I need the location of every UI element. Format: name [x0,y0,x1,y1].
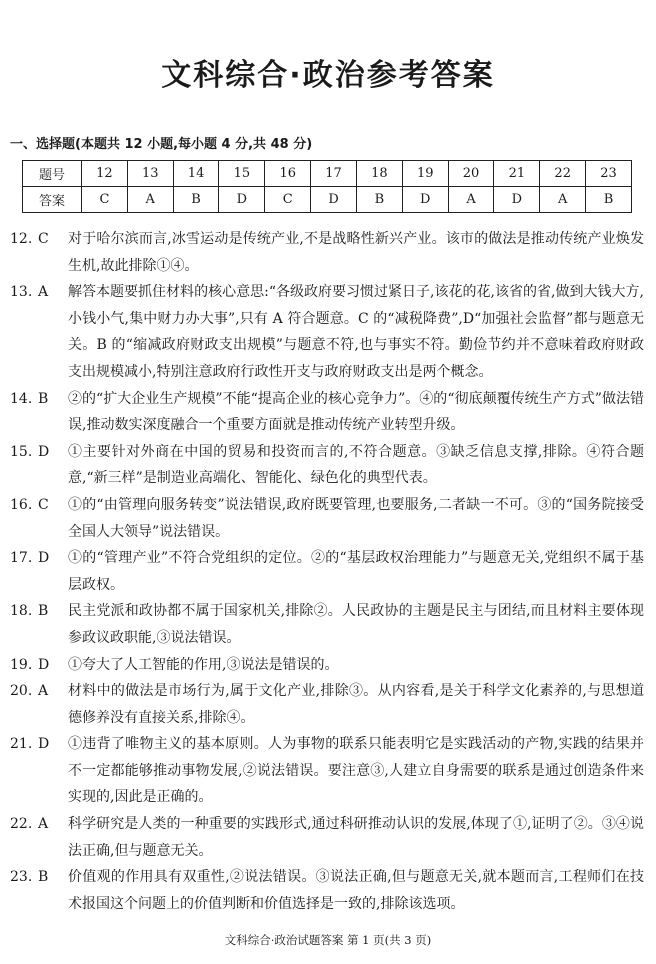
explanation-text: 解答本题要抓住材料的核心意思:“各级政府要习惯过紧日子,该花的花,该省的省,做到大钱大方,小钱小气,集中财力办大事”,只有 A 符合题意。C 的“减税降费”,D“加强社会监督”都与题意无关。B 的“缩减政府财政支出规模”与题意不符,也与事实不符。勤俭节约并不意味着政府财政支出规模减小,特别注意政府行政性开支与政府财政支出是两个概念。 [68,284,644,380]
explanation-item [10,386,644,439]
question-number-cell: 17 [311,161,357,187]
explanation-item [10,279,644,385]
explanation-label [10,864,68,917]
question-number-cell: 16 [265,161,311,187]
question-number-row [23,161,632,187]
page-title: 文科综合·政治参考答案 [161,58,495,93]
question-number-cell: 15 [219,161,265,187]
explanation-text: ①主要针对外商在中国的贸易和投资而言的,不符合题意。③缺乏信息支撑,排除。④符合题意,“新三样”是制造业高端化、智能化、绿色化的典型代表。 [68,443,644,487]
explanation-label [10,811,68,864]
answer-letter: D [38,656,50,673]
explanation-item [10,652,644,679]
question-number: 13. [10,284,33,301]
answer-letter: D [38,443,50,460]
explanation-label [10,598,68,651]
explanation-item [10,731,644,811]
question-number-cell: 18 [356,161,402,187]
answer-letter: B [38,390,49,407]
question-number: 17. [10,550,33,567]
answer-cell: A [448,187,494,213]
question-number: 12. [10,231,33,247]
explanation-label [10,226,68,279]
question-number-cell: 22 [540,161,586,187]
row-header-number: 题号 [23,161,82,187]
explanation-item [10,439,644,492]
question-number: 23. [10,869,33,886]
explanation-item [10,226,644,279]
explanation-label [10,492,68,545]
answer-letter: D [38,736,50,753]
question-number-cell: 14 [173,161,219,187]
question-number-cell: 21 [494,161,540,187]
explanation-text: 科学研究是人类的一种重要的实践形式,通过科研推动认识的发展,体现了①,证明了②。③④说法正确,但与题意无关。 [68,816,644,859]
answer-letter: A [38,683,49,700]
answer-row [23,187,632,213]
question-number-cell: 19 [402,161,448,187]
answer-cell: A [127,187,173,213]
question-number-cell: 23 [586,161,632,187]
explanation-text: ①违背了唯物主义的基本原则。人为事物的联系只能表明它是实践活动的产物,实践的结果并不一定都能够推动事物发展,②说法错误。要注意③,人建立自身需要的联系是通过创造条件来实现的,因此是正确的。 [68,736,644,806]
explanation-label [10,279,68,385]
explanation-item [10,811,644,864]
explanation-text: 对于哈尔滨而言,冰雪运动是传统产业,不是战略性新兴产业。该市的做法是推动传统产业焕发生机,故此排除①④。 [68,231,644,274]
explanation-item [10,678,644,731]
explanation-text: ①夸大了人工智能的作用,③说法是错误的。 [68,656,339,673]
question-number: 18. [10,603,33,620]
explanation-text: 价值观的作用具有双重性,②说法错误。③说法正确,但与题意无关,就本题而言,工程师们在技术报国这个问题上的价值判断和价值选择是一致的,排除该选项。 [68,869,644,912]
answer-cell: D [402,187,448,213]
answer-letter: A [38,816,49,833]
question-number: 20. [10,683,33,700]
explanation-text: ①的“由管理向服务转变”说法错误,政府既要管理,也要服务,二者缺一不可。③的“国务院接受全国人大领导”说法错误。 [68,496,644,540]
explanation-text: ①的“管理产业”不符合党组织的定位。②的“基层政权治理能力”与题意无关,党组织不属于基层政权。 [68,550,644,593]
question-number: 22. [10,816,33,833]
question-number: 16. [10,496,33,513]
question-number: 14. [10,390,33,407]
answer-letter: B [38,869,49,886]
explanations-list [10,226,644,917]
answer-table [22,160,632,213]
section-heading: 一、选择题(本题共 12 小题,每小题 4 分,共 48 分) [10,137,313,152]
answer-cell: B [173,187,219,213]
answer-cell: D [311,187,357,213]
explanation-text: 材料中的做法是市场行为,属于文化产业,排除③。从内容看,是关于科学文化素养的,与思想道德修养没有直接关系,排除④。 [68,683,644,726]
explanation-item [10,545,644,598]
answer-cell: B [586,187,632,213]
answer-cell: D [494,187,540,213]
answer-cell: A [540,187,586,213]
question-number: 19. [10,656,33,673]
question-number-cell: 12 [82,161,128,187]
question-number: 21. [10,736,33,753]
explanation-text: ②的“扩大企业生产规模”不能“提高企业的核心竞争力”。④的“彻底颠覆传统生产方式”做法错误,推动数实深度融合一个重要方面就是推动传统产业转型升级。 [68,390,644,434]
explanation-label [10,652,68,679]
answer-cell: D [219,187,265,213]
answer-cell: B [356,187,402,213]
answer-cell: C [265,187,311,213]
page-footer: 文科综合·政治试题答案 第 1 页(共 3 页) [224,933,432,947]
answer-letter: B [38,603,49,620]
explanation-item [10,864,644,917]
answer-letter: C [38,231,49,247]
answer-letter: A [38,284,49,301]
row-header-answer: 答案 [23,187,82,213]
explanation-item [10,598,644,651]
answer-cell: C [82,187,128,213]
explanation-label [10,678,68,731]
explanation-text: 民主党派和政协都不属于国家机关,排除②。人民政协的主题是民主与团结,而且材料主要体现参政议政职能,③说法错误。 [68,603,644,646]
explanation-label [10,731,68,811]
explanation-item [10,492,644,545]
question-number-cell: 13 [127,161,173,187]
question-number-cell: 20 [448,161,494,187]
explanation-label [10,545,68,598]
explanation-label [10,386,68,439]
answer-letter: C [38,496,49,513]
explanation-label [10,439,68,492]
answer-letter: D [38,550,50,567]
question-number: 15. [10,443,33,460]
